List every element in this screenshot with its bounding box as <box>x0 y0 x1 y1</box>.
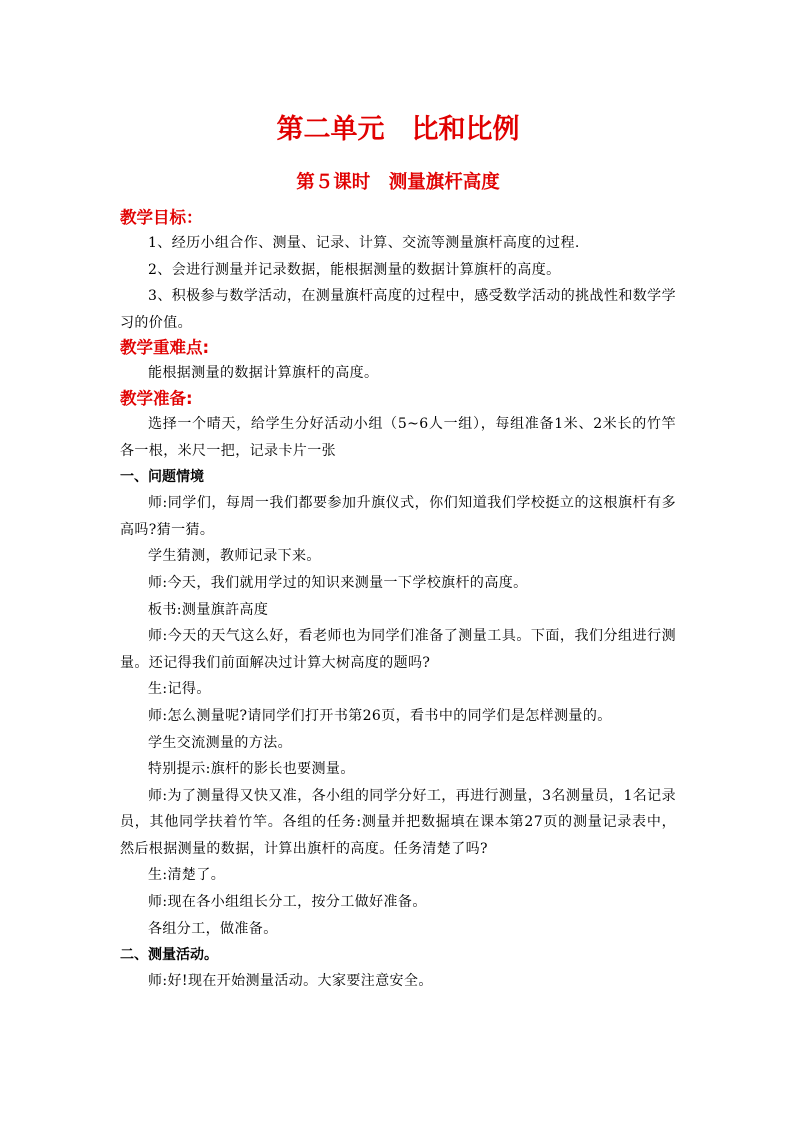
section-1-paragraph: 师:现在各小组组长分工，按分工做好准备。 <box>148 894 427 911</box>
section-1-paragraph: 生:记得。 <box>148 681 211 698</box>
keypoints-text: 能根据测量的数据计算旗杆的高度。 <box>148 365 379 382</box>
section-2-paragraph: 师:好!现在开始测量活动。大家要注意安全。 <box>148 973 433 990</box>
section-2-heading: 二、测量活动。 <box>120 947 218 964</box>
section-1-paragraph: 师:今天，我们就用学过的知识来测量一下学校旗杆的高度。 <box>148 574 528 591</box>
goal-item-2: 2、会进行测量并记录数据，能根据测量的数据计算旗杆的高度。 <box>148 261 561 278</box>
section-1-paragraph: 学生猜测，教师记录下来。 <box>148 548 321 565</box>
section-1-paragraph: 各组分工，做准备。 <box>148 920 278 937</box>
section-1-paragraph: 师:同学们，每周一我们都要参加升旗仪式，你们知道我们学校挺立的这根旗杆有多高吗?猜一猜。 <box>120 495 676 538</box>
unit-title: 第二单元 比和比例 <box>276 114 520 145</box>
goal-item-3: 3、积极参与数学活动，在测量旗杆高度的过程中，感受数学活动的挑战性和数学学习的价值。 <box>120 288 676 331</box>
keypoints-heading: 教学重难点: <box>120 338 210 358</box>
lesson-title: 第５课时 测量旗杆高度 <box>296 172 500 193</box>
section-1-paragraph: 师:怎么测量呢?请同学们打开书第26页，看书中的同学们是怎样测量的。 <box>148 707 612 724</box>
document-page <box>120 112 676 995</box>
section-1-paragraph: 特别提示:旗杆的影长也要测量。 <box>148 761 355 778</box>
goal-item-1: 1、经历小组合作、测量、记录、计算、交流等测量旗杆高度的过程. <box>148 235 580 251</box>
section-1-paragraph: 生:清楚了。 <box>148 867 226 884</box>
section-1-heading: 一、问题情境 <box>120 469 204 486</box>
prep-heading: 教学准备: <box>120 388 193 408</box>
section-1-paragraph: 师:今天的天气这么好，看老师也为同学们准备了测量工具。下面，我们分组进行测量。还记得我们前面解决过计算大树高度的题吗? <box>120 628 676 671</box>
goals-heading: 教学目标： <box>120 208 203 227</box>
prep-text: 选择一个晴天，给学生分好活动小组（5~6人一组），每组准备1米、2米长的竹竿各一根，米尺一把，记录卡片一张 <box>120 415 676 459</box>
section-1-paragraph: 板书:测量旗許高度 <box>148 601 269 618</box>
section-1-paragraph: 师:为了测量得又快又准，各小组的同学分好工，再进行测量，3名测量员，1名记录员，其他同学扶着竹竿。各组的任务:测量并把数掘填在课本第27页的测量记录表中，然后根据测量的数据，计算出旗杆的高度。任务清楚了吗? <box>120 787 676 857</box>
section-1-paragraph: 学生交流测量的方法。 <box>148 734 292 751</box>
